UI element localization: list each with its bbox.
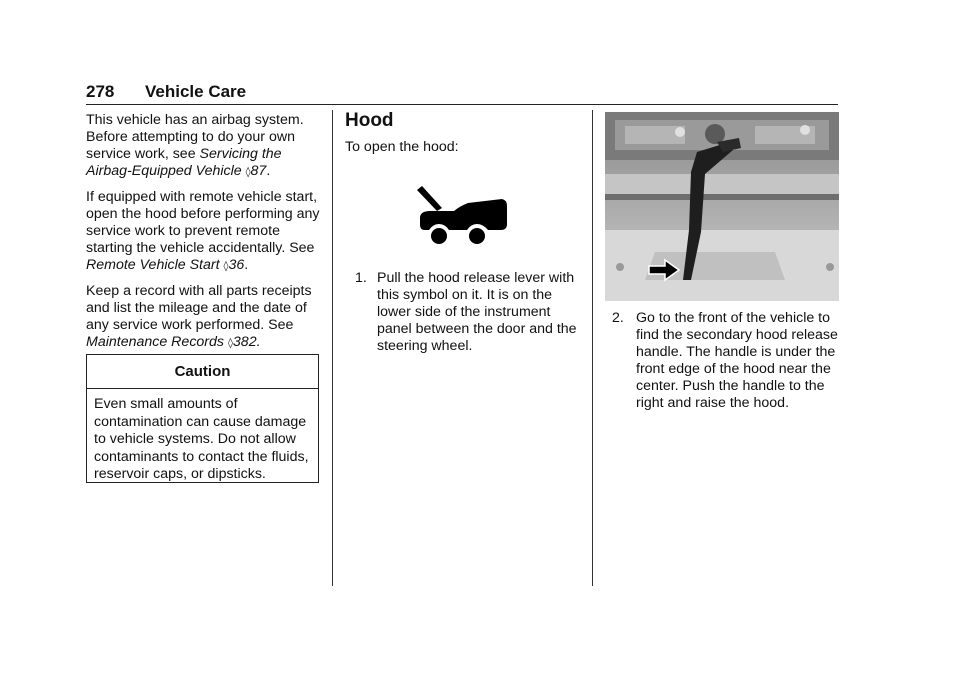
column-1 <box>86 112 326 360</box>
page-ref-icon: ◊ <box>223 261 229 272</box>
section-title: Vehicle Care <box>145 82 247 101</box>
hood-heading: Hood <box>345 110 394 131</box>
records-paragraph: Keep a record with all parts receipts and list the mileage and the date of any service work performed. See Maintenance Records ◊382. <box>86 283 312 350</box>
caution-box <box>86 354 319 483</box>
xref-page-36[interactable]: 36 <box>228 257 245 273</box>
caution-title: Caution <box>174 363 231 380</box>
caution-body: Even small amounts of contamination can cause damage to vehicle systems. Do not allow contaminants to contact the fluids, reservoir caps, or dipsticks. <box>94 396 309 482</box>
hood-intro: To open the hood: <box>345 139 459 155</box>
caution-rule <box>87 388 318 389</box>
step-2-text: Go to the front of the vehicle to find the secondary hood release handle. The handle is under the front edge of the hood near the center. Push the handle to the right and raise the hood. <box>636 310 838 411</box>
step-1-number: 1. <box>355 270 367 286</box>
step-1 <box>355 270 587 360</box>
column-divider-left <box>332 110 333 586</box>
page-ref-icon: ◊ <box>245 167 251 178</box>
page-header <box>86 82 838 106</box>
page-ref-icon: ◊ <box>227 338 233 349</box>
remote-start-paragraph: If equipped with remote vehicle start, open the hood before performing any service work to prevent remote starting the vehicle accidentally. See Remote Vehicle Start ◊36. <box>86 189 320 273</box>
xref-maintenance-records[interactable]: Maintenance Records <box>86 334 225 350</box>
airbag-paragraph: This vehicle has an airbag system. Before attempting to do your own service work, see Servicing the Airbag-Equipped Vehicle ◊87. <box>86 112 304 179</box>
column-divider-right <box>592 110 593 586</box>
xref-page-382[interactable]: 382 <box>232 334 257 350</box>
step-2 <box>612 310 838 420</box>
step-1-text: Pull the hood release lever with this symbol on it. It is on the lower side of the instrument panel between the door and the steering wheel. <box>377 270 577 354</box>
secondary-hood-release-handle-photo <box>605 112 839 301</box>
xref-remote-vehicle-start[interactable]: Remote Vehicle Start <box>86 257 220 273</box>
hood-release-icon <box>416 184 508 246</box>
xref-servicing-airbag[interactable]: Servicing the Airbag-Equipped Vehicle <box>86 146 282 179</box>
page-number: 278 <box>86 82 115 101</box>
xref-page-87[interactable]: 87 <box>250 163 267 179</box>
header-rule <box>86 104 838 105</box>
step-2-number: 2. <box>612 310 624 326</box>
